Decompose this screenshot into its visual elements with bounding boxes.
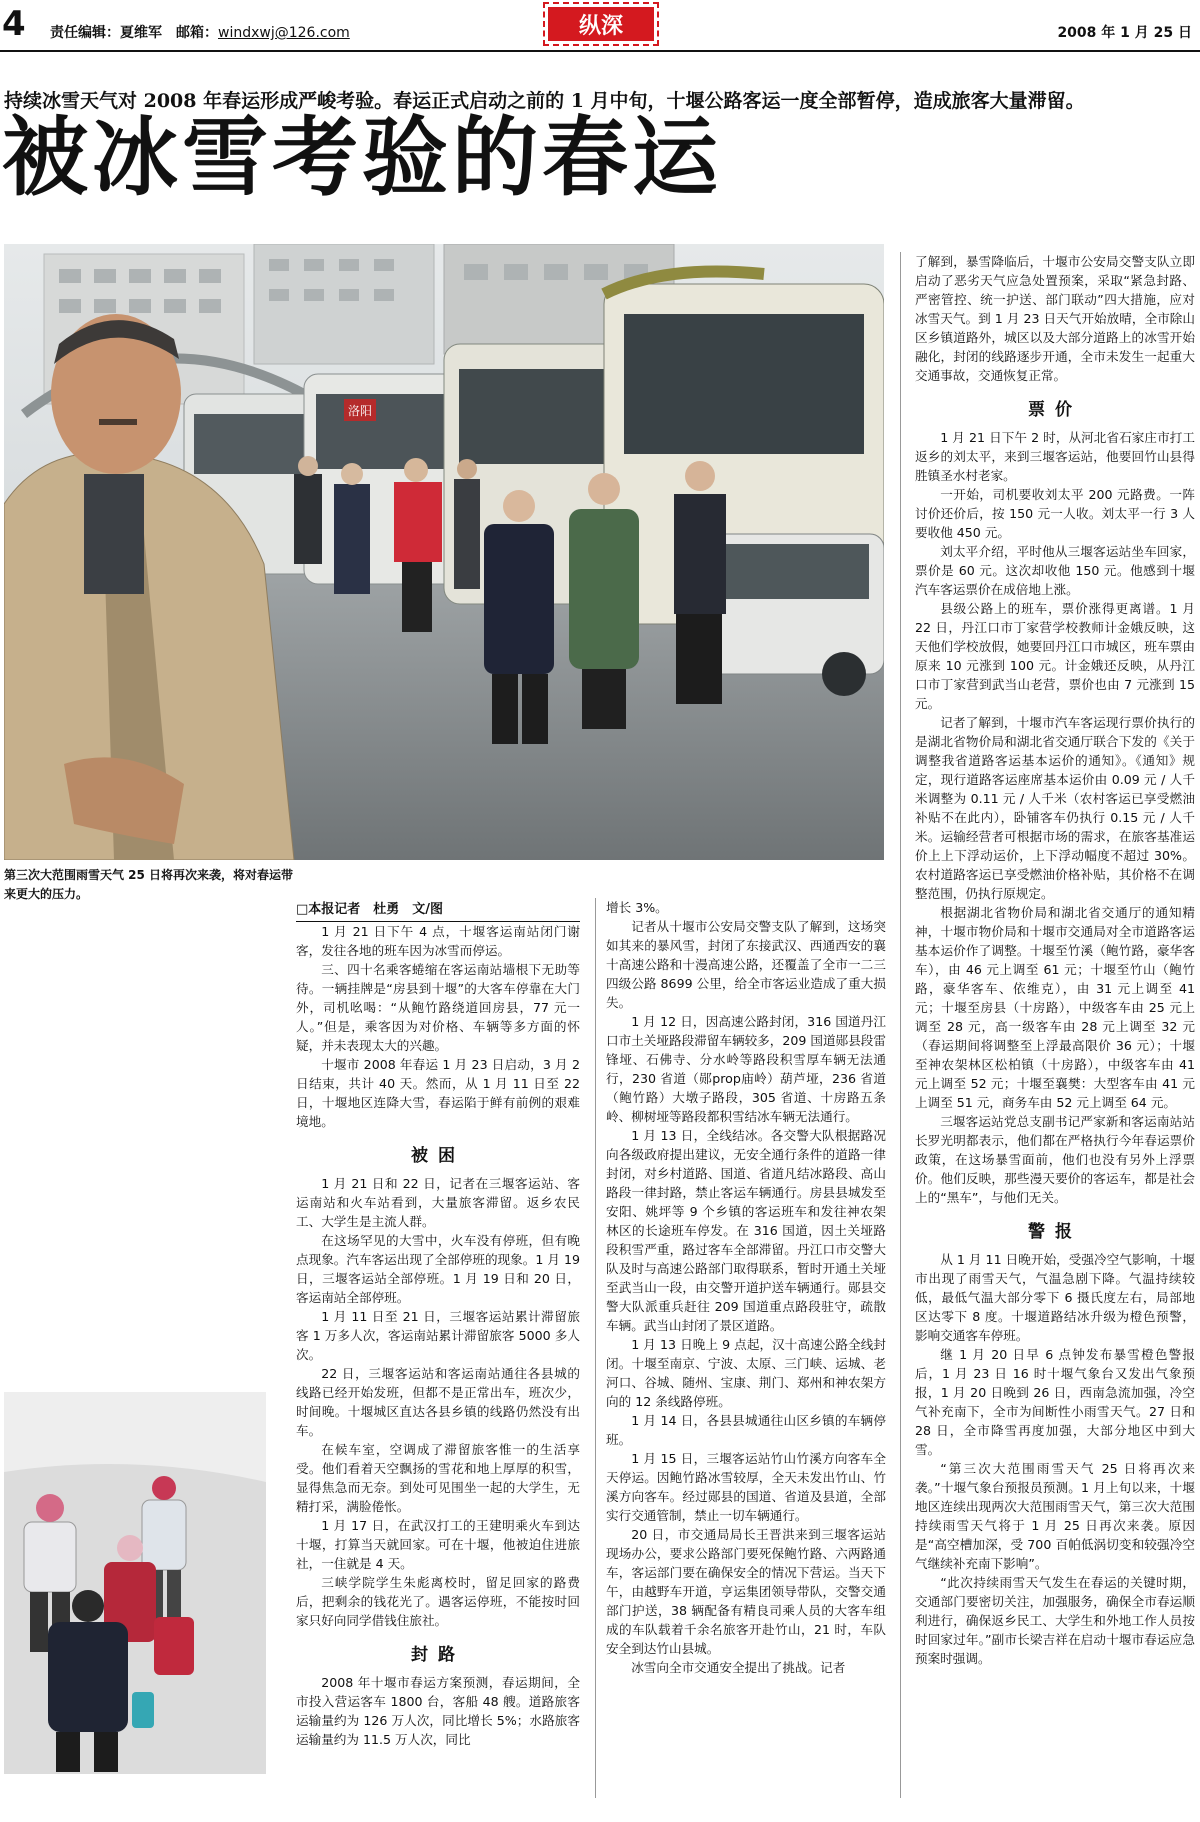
column-separator bbox=[595, 898, 596, 1798]
paragraph: “此次持续雨雪天气发生在春运的关键时期，交通部门要密切关注，加强服务，确保全市春运顺利进行，确保返乡民工、大学生和外地工作人员按时回家过年。”副市长梁吉祥在启动十堰市春运应急预案时强调。 bbox=[915, 1575, 1195, 1666]
paragraph: 1 月 21 日下午 2 时，从河北省石家庄市打工返乡的刘太平，来到三堰客运站，他要回竹山县得胜镇圣水村老家。 bbox=[915, 430, 1195, 483]
editor-label: 责任编辑：夏维军 邮箱： bbox=[50, 25, 218, 41]
article-column-2 bbox=[606, 898, 886, 1677]
paragraph: 记者从十堰市公安局交警支队了解到，这场突如其来的暴风雪，封闭了东接武汉、西通西安的襄十高速公路和十漫高速公路，还覆盖了全市一二三四级公路 8699 公里，给全市客运业造成了重大损失。 bbox=[606, 919, 886, 1010]
paragraph: 从 1 月 11 日晚开始，受强冷空气影响，十堰市出现了雨雪天气，气温急剧下降。气温持续较低，最低气温大部分零下 6 摄氏度左右，局部地区达零下 8 度。十堰道路结冰升级为橙色预警，影响交通客车停班。 bbox=[915, 1252, 1195, 1343]
page-number: 4 bbox=[2, 4, 26, 44]
editor-line bbox=[50, 22, 350, 42]
issue-date: 2008 年 1 月 25 日 bbox=[1057, 25, 1192, 41]
paragraph: 1 月 21 日和 22 日，记者在三堰客运站、客运南站和火车站看到，大量旅客滞留。返乡农民工、大学生是主流人群。 bbox=[296, 1176, 580, 1229]
main-photo-illustration bbox=[4, 244, 884, 860]
paragraph: 一开始，司机要收刘太平 200 元路费。一阵讨价还价后，按 150 元一人收。刘太平一行 3 人要收他 450 元。 bbox=[915, 487, 1195, 540]
editor-email[interactable]: windxwj@126.com bbox=[218, 25, 350, 41]
paragraph: “第三次大范围雨雪天气 25 日将再次来袭。”十堰气象台预报员预测。1 月上旬以来，十堰地区连续出现两次大范围雨雪天气，第三次大范围持续雨雪天气将于 1 月 25 日再次来袭。原因是“高空槽加深，受 700 百帕低涡切变和较强冷空气继续补充南下影响”。 bbox=[915, 1461, 1195, 1571]
paragraph: 十堰市 2008 年春运 1 月 23 日启动，3 月 2 日结束，共计 40 天。然而，从 1 月 11 日至 22 日，十堰地区连降大雪，春运陷于鲜有前例的艰难境地。 bbox=[296, 1057, 580, 1129]
paragraph: 在候车室，空调成了滞留旅客惟一的生活享受。他们看着天空飘扬的雪花和地上厚厚的积雪，显得焦急而无奈。到处可见围坐一起的大学生，无精打采，满脸倦怅。 bbox=[296, 1442, 580, 1514]
section-heading-trapped: 被困 bbox=[411, 1146, 465, 1166]
paragraph: 县级公路上的班车，票价涨得更离谱。1 月 22 日，丹江口市丁家营学校教师计金娥反映，这天他们学校放假，她要回丹江口市城区，班车票由原来 10 元涨到 100 元。计金娥还反映，从丹江口市丁家营到武当山老营，票价也由 7 元涨到 15 元。 bbox=[915, 601, 1195, 711]
paragraph: 根据湖北省物价局和湖北省交通厅的通知精神，十堰市物价局和十堰市交通局对全市道路客运基本运价作了调整。十堰至竹溪（鲍竹路，豪华客车），由 46 元上调至 61 元；十堰至竹山（鲍竹路，豪华客车、依维克），由 31 元上调至 41 元；十堰至房县（十房路），中级客车由 25 元上调至 28 元，高一级客车由 28 元上调至 32 元（春运期间将调整至上浮最高限价 36 元）；十堰至神农架林区松柏镇（十房路），中级客车由 41 元上调至 52 元；十堰至襄樊：大型客车由 41 元上调至 51 元，商务车由 52 元上调至 64 元。 bbox=[915, 905, 1195, 1110]
paragraph: 22 日，三堰客运站和客运南站通往各县城的线路已经开始发班，但都不是正常出车，班次少，时间晚。十堰城区直达各县乡镇的线路仍然没有出车。 bbox=[296, 1366, 580, 1438]
headline: 被冰雪考验的春运 bbox=[2, 107, 722, 208]
main-photo-caption: 第三次大范围雨雪天气 25 日将再次来袭，将对春运带来更大的压力。 bbox=[4, 868, 294, 901]
paragraph: 刘太平介绍，平时他从三堰客运站坐车回家，票价是 60 元。这次却收他 150 元。他感到十堰汽车客运票价在成倍地上涨。 bbox=[915, 544, 1195, 597]
paragraph: 1 月 13 日，全线结冰。各交警大队根据路况向各级政府提出建议，无安全通行条件的道路一律封闭，对乡村道路、国道、省道凡结冰路段、高山路段一律封路，禁止客运车辆通行。房县县城发至安阳、姚坪等 9 个乡镇的客运班车和发往神农架林区的长途班车停发。在 316 国道，因土关垭路段积雪严重，路过客车全部滞留。丹江口市交警大队及时与高速公路部门取得联系，暂时开通土关垭至武当山一段，由交警开道护送车辆通行。郧县交警大队派重兵赶往 209 国道重点路段驻守，疏散车辆。武当山封闭了景区道路。 bbox=[606, 1128, 886, 1333]
paragraph: 了解到，暴雪降临后，十堰市公安局交警支队立即启动了恶劣天气应急处置预案，采取“紧急封路、严密管控、统一护送、部门联动”四大措施，应对冰雪天气。到 1 月 23 日天气开始放晴，全市除山区乡镇道路外，城区以及大部分道路上的冰雪开始融化，封闭的线路逐步开通，全市未发生一起重大交通事故，交通恢复正常。 bbox=[915, 254, 1195, 383]
paragraph: 三堰客运站党总支副书记严家新和客运南站站长罗光明都表示，他们都在严格执行今年春运票价政策，在这场暴雪面前，他们也没有另外上浮票价。他们反映，那些漫天要价的客运车，都是社会上的“黑车”，与他们无关。 bbox=[915, 1114, 1195, 1205]
article-column-1 bbox=[296, 898, 580, 1749]
paragraph: 1 月 17 日，在武汉打工的王建明乘火车到达十堰，打算当天就回家。可在十堰，他被迫住进旅社，一住就是 4 天。 bbox=[296, 1518, 580, 1571]
paragraph: 继 1 月 20 日早 6 点钟发布暴雪橙色警报后，1 月 23 日 16 时十堰气象台又发出气象预报，1 月 20 日晚到 26 日，西南急流加强，冷空气补充南下，全市为间断性小雨雪天气。27 日和 28 日，全市降雪再度加强，大部分地区中到大雪。 bbox=[915, 1347, 1195, 1457]
paragraph: 三、四十名乘客蜷缩在客运南站墙根下无助等待。一辆挂牌是“房县到十堰”的大客车停靠在大门外，司机吆喝：“从鲍竹路绕道回房县，77 元一人。”但是，乘客因为对价格、车辆等多方面的怀疑，并未表现太大的兴趣。 bbox=[296, 962, 580, 1053]
paragraph: 1 月 11 日至 21 日，三堰客运站累计滞留旅客 1 万多人次，客运南站累计滞留旅客 5000 多人次。 bbox=[296, 1309, 580, 1362]
paragraph: 2008 年十堰市春运方案预测，春运期间，全市投入营运客车 1800 台，客船 48 艘。道路旅客运输量约为 126 万人次，同比增长 5%；水路旅客运输量约为 11.5 万人次，同比 bbox=[296, 1675, 580, 1747]
paragraph: 三峡学院学生朱彪离校时，留足回家的路费后，把剩余的钱花光了。遇客运停班，不能按时回家只好向同学借钱住旅社。 bbox=[296, 1575, 580, 1628]
section-heading-road-closure: 封路 bbox=[411, 1645, 465, 1665]
byline: □本报记者 杜勇 文/图 bbox=[296, 898, 580, 922]
paragraph: 1 月 15 日，三堰客运站竹山竹溪方向客车全天停运。因鲍竹路冰雪较厚，全天未发出竹山、竹溪方向客车。经过郧县的国道、省道及县道，全部实行交通管制，禁止一切车辆通行。 bbox=[606, 1451, 886, 1523]
header-rule bbox=[0, 50, 1200, 52]
deck-subtitle: 持续冰雪天气对 2008 年春运形成严峻考验。春运正式启动之前的 1 月中旬，十堰公路客运一度全部暂停，造成旅客大量滞留。 bbox=[4, 90, 1085, 112]
paragraph: 1 月 21 日下午 4 点，十堰客运南站闭门谢客，发往各地的班车因为冰雪而停运。 bbox=[296, 924, 580, 958]
main-photo bbox=[4, 244, 884, 860]
bus-destination-sign: 洛阳 bbox=[347, 404, 373, 418]
section-heading-fares: 票价 bbox=[1028, 400, 1082, 420]
article-column-3 bbox=[915, 252, 1195, 1668]
paragraph: 增长 3%。 bbox=[606, 900, 668, 915]
paragraph: 1 月 12 日，因高速公路封闭，316 国道丹江口市土关垭路段滞留车辆较多，209 国道郧县段雷锋垭、石佛寺、分水岭等路段积雪厚车辆无法通行，230 省道（郧prop庙岭）葫芦垭，236 省道（鲍竹路）大墩子路段，305 省道、十房路五条岭、柳树垭等路段都积雪结冰车辆无法通行。 bbox=[606, 1014, 886, 1124]
paragraph: 1 月 13 日晚上 9 点起，汉十高速公路全线封闭。十堰至南京、宁波、太原、三门峡、运城、老河口、谷城、随州、宝康、荆门、郑州和神农架方向的 12 条线路停班。 bbox=[606, 1337, 886, 1409]
column-separator bbox=[900, 252, 901, 1798]
paragraph: 1 月 14 日，各县县城通往山区乡镇的车辆停班。 bbox=[606, 1413, 886, 1447]
paragraph: 冰雪向全市交通安全提出了挑战。记者 bbox=[631, 1660, 846, 1675]
section-tag: 纵深 bbox=[545, 4, 657, 44]
paragraph: 20 日，市交通局局长王晋洪来到三堰客运站现场办公，要求公路部门要死保鲍竹路、六两路通车，客运部门要在确保安全的情况下营运。当天下午，由越野车开道，亨运集团领导带队，交警交通部门护送，38 辆配备有精良司乘人员的大客车组成的车队载着千余名旅客开赴竹山，21 时，车队安全到达竹山县城。 bbox=[606, 1527, 886, 1656]
paragraph: 在这场罕见的大雪中，火车没有停班，但有晚点现象。汽车客运出现了全部停班的现象。1 月 19 日，三堰客运站全部停班。1 月 19 日和 20 日，客运南站全部停班。 bbox=[296, 1233, 580, 1305]
page-header bbox=[0, 0, 1200, 52]
paragraph: 记者了解到，十堰市汽车客运现行票价执行的是湖北省物价局和湖北省交通厅联合下发的《关于调整我省道路客运基本运价的通知》。《通知》规定，现行道路客运座席基本运价由 0.09 元 / 人千米调整为 0.11 元 / 人千米（农村客运已享受燃油补贴不在此内），卧铺客车仍执行 0.15 元 / 人千米。运输经营者可根据市场的需求，在旅客基准运价上上下浮动运价，上下浮动幅度不超过 30%。农村道路客运已享受燃油价格补贴，其价格不在调整范围，仍执行原规定。 bbox=[915, 715, 1195, 901]
section-heading-alert: 警报 bbox=[1028, 1222, 1082, 1242]
secondary-photo-illustration bbox=[4, 1392, 266, 1774]
secondary-photo bbox=[4, 1392, 266, 1774]
